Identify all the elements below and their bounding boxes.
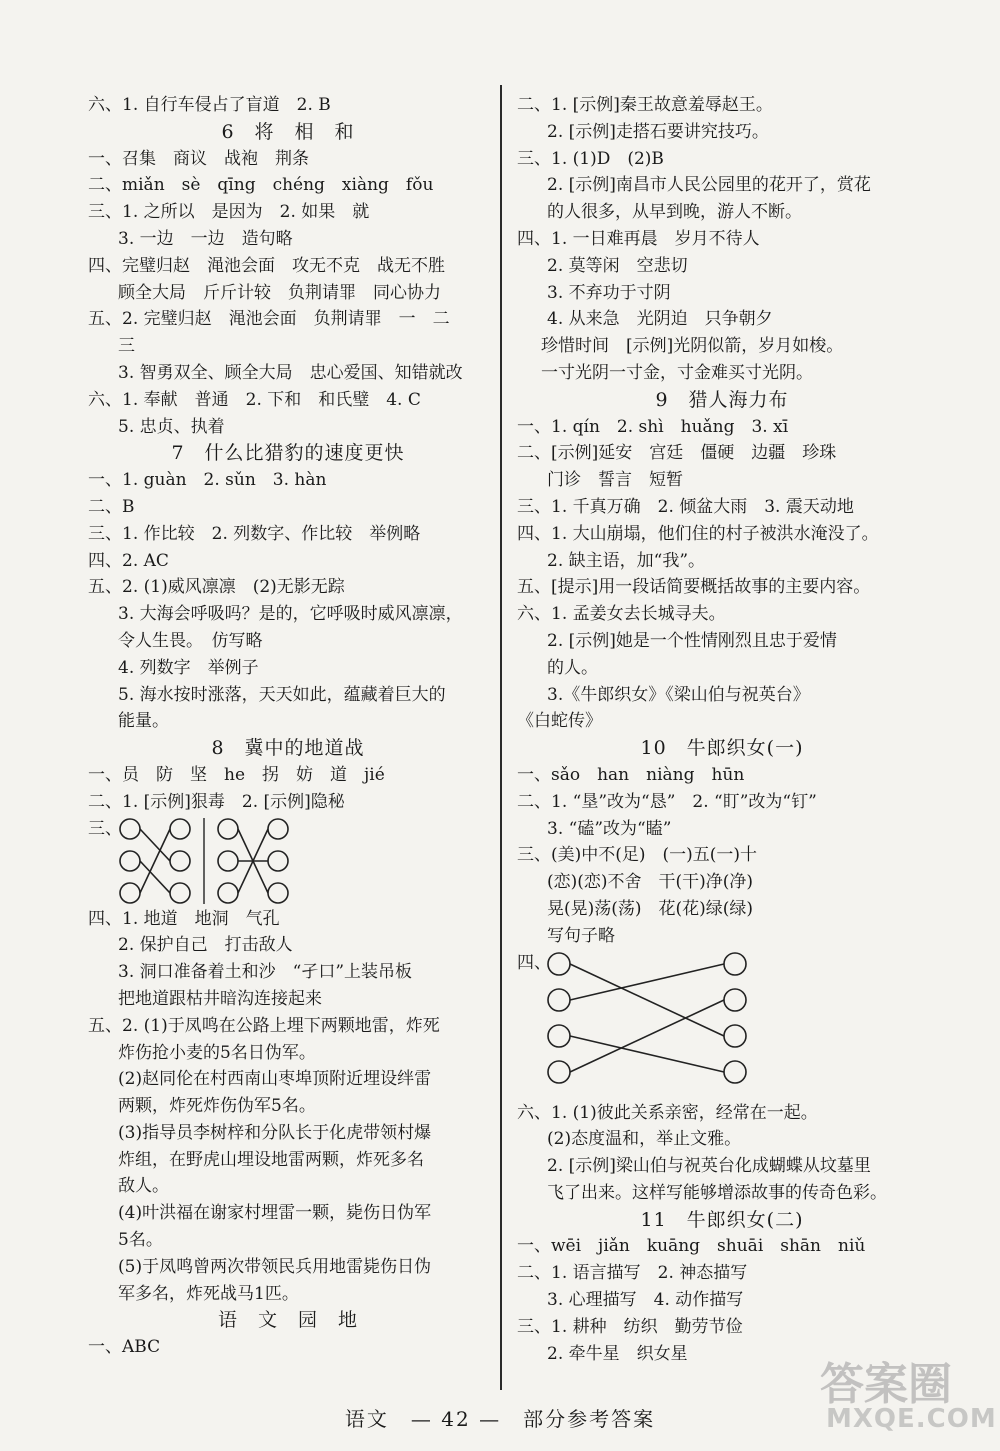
answer-line: 二、miǎn sè qīng chéng xiàng fǒu xyxy=(88,175,434,196)
answer-line: 两颗，炸死炸伤伪军5名。 xyxy=(118,1096,316,1117)
answer-line: 六、1. 奉献 普通 2. 下和 和氏璧 4. C xyxy=(88,389,421,410)
answer-line: 5名。 xyxy=(118,1230,163,1251)
match-circle xyxy=(170,819,190,839)
answer-line: 飞了出来。这样写能够增添故事的传奇色彩。 xyxy=(547,1182,887,1203)
answer-line: 三、1. 耕种 纺织 勤劳节俭 xyxy=(517,1316,743,1337)
answer-line: 一、wēi jiǎn kuāng shuāi shān niǔ xyxy=(517,1236,866,1257)
answer-line: 一、1. qín 2. shì huǎng 3. xī xyxy=(517,416,789,437)
match-circle xyxy=(170,851,190,871)
section-heading: 10 牛郎织女(一) xyxy=(640,737,804,760)
section-heading: 9 猎人海力布 xyxy=(655,388,789,411)
match-circle xyxy=(548,989,570,1011)
section-heading: 11 牛郎织女(二) xyxy=(640,1208,804,1231)
match-circle xyxy=(268,851,288,871)
match-circle xyxy=(548,1025,570,1047)
section-heading: 6 将 相 和 xyxy=(221,120,355,143)
answer-line: 三、(美)中不(足) (一)五(一)十 xyxy=(517,845,758,866)
answer-line: 2. [示例]走搭石要讲究技巧。 xyxy=(547,121,769,142)
match-circle xyxy=(268,883,288,903)
answer-line: 五、2. (1)威风凛凛 (2)无影无踪 xyxy=(88,577,345,598)
answer-line: 5. 海水按时涨落，天天如此，蕴藏着巨大的 xyxy=(118,684,446,705)
matching-lines-diagram xyxy=(545,950,755,1100)
matching-figure-left xyxy=(88,816,488,906)
answer-line: 3. 智勇双全、顾全大局 忠心爱国、知错就改 xyxy=(118,362,463,383)
answer-line: 门诊 誓言 短暂 xyxy=(547,470,683,491)
match-circle xyxy=(120,851,140,871)
answer-line: 2. 莫等闲 空悲切 xyxy=(547,255,688,276)
answer-line: 4. 列数字 举例子 xyxy=(118,657,259,678)
left-column xyxy=(88,92,488,1361)
answer-line: (4)叶洪福在谢家村埋雷一颗，毙伤日伪军 xyxy=(118,1203,432,1224)
match-circle xyxy=(120,819,140,839)
answer-line: (2)态度温和，举止文雅。 xyxy=(547,1129,742,1150)
answer-line: 3. 不弃功于寸阴 xyxy=(547,282,671,303)
match-circle xyxy=(548,1061,570,1083)
section-heading: 8 冀中的地道战 xyxy=(211,737,365,760)
answer-line: 晃(晃)荡(荡) 花(花)绿(绿) xyxy=(547,898,754,919)
answer-line: 二、[示例]延安 宫廷 僵硬 边疆 珍珠 xyxy=(517,443,837,464)
answer-line: 珍惜时间 [示例]光阴似箭，岁月如梭。 xyxy=(541,336,844,357)
answer-line: (3)指导员李树梓和分队长于化虎带领村爆 xyxy=(118,1122,432,1143)
answer-line: 炸组，在野虎山埋设地雷两颗，炸死多名 xyxy=(118,1149,424,1170)
figure-label: 四、 xyxy=(517,952,551,973)
answer-line: 一、召集 商议 战袍 荆条 xyxy=(88,148,309,169)
section-heading: 语 文 园 地 xyxy=(217,1309,358,1332)
right-column xyxy=(517,92,927,1367)
answer-line: 四、完璧归赵 渑池会面 攻无不克 战无不胜 xyxy=(88,255,445,276)
match-circle xyxy=(218,883,238,903)
answer-line: 四、1. 地道 地洞 气孔 xyxy=(88,908,280,929)
match-circle xyxy=(724,1025,746,1047)
answer-line: 3. 一边 一边 造句略 xyxy=(118,228,293,249)
answer-line: 一、员 防 坚 he 拐 妨 道 jié xyxy=(88,764,385,785)
answer-line: 五、[提示]用一段话简要概括故事的主要内容。 xyxy=(517,577,871,598)
match-circle xyxy=(170,883,190,903)
match-circle xyxy=(548,953,570,975)
answer-line: 三、1. (1)D (2)B xyxy=(517,148,664,169)
answer-line: 令人生畏。 仿写略 xyxy=(118,630,263,651)
matching-lines-diagram xyxy=(116,816,296,906)
answer-line: 五、2. 完璧归赵 渑池会面 负荆请罪 一 二 xyxy=(88,309,450,330)
page-footer: 语文 — 42 — 部分参考答案 xyxy=(344,1407,656,1431)
watermark-logo: 答案圈 MXQE.COM xyxy=(820,1359,997,1434)
answer-line: 3. 洞口准备着土和沙 “孑口”上装吊板 xyxy=(118,962,413,983)
answer-line: 3.《牛郎织女》《梁山伯与祝英台》 xyxy=(547,684,810,705)
answer-line: 写句子略 xyxy=(547,925,615,946)
answer-line: (2)赵同伦在村西南山枣埠顶附近埋设绊雷 xyxy=(118,1069,432,1090)
answer-line: 一、ABC xyxy=(88,1337,161,1358)
answer-line: 的人很多，从早到晚，游人不断。 xyxy=(547,202,802,223)
answer-line: 2. 保护自己 打击敌人 xyxy=(118,935,293,956)
answer-line: 5. 忠贞、执着 xyxy=(118,416,225,437)
answer-line: 3. 大海会呼吸吗？是的，它呼吸时威风凛凛， xyxy=(118,604,463,625)
answer-line: 四、1. 一日难再晨 岁月不待人 xyxy=(517,228,760,249)
answer-line: (5)于凤鸣曾两次带领民兵用地雷毙伤日伪 xyxy=(118,1256,432,1277)
answer-line: 2. [示例]她是一个性情刚烈且忠于爱情 xyxy=(547,630,837,651)
answer-line: 三、1. 作比较 2. 列数字、作比较 举例略 xyxy=(88,523,421,544)
answer-line: 顾全大局 斤斤计较 负荆请罪 同心协力 xyxy=(118,282,441,303)
answer-line: 五、2. (1)于凤鸣在公路上埋下两颗地雷，炸死 xyxy=(88,1015,440,1036)
answer-line: 六、1. 孟姜女去长城寻夫。 xyxy=(517,604,726,625)
answer-line: 军多名，炸死战马1匹。 xyxy=(118,1283,299,1304)
match-circle xyxy=(268,819,288,839)
match-circle xyxy=(724,989,746,1011)
answer-line: 《白蛇传》 xyxy=(517,711,602,732)
match-circle xyxy=(120,883,140,903)
answer-line: 2. 缺主语，加“我”。 xyxy=(547,550,706,571)
answer-line: 三 xyxy=(118,336,135,357)
matching-figure-right xyxy=(517,950,927,1100)
column-divider xyxy=(500,85,502,1390)
answer-line: 的人。 xyxy=(547,657,598,678)
match-circle xyxy=(218,851,238,871)
answer-line: 一、sǎo han niàng hūn xyxy=(517,764,745,785)
answer-line: 二、1. “垦”改为“恳” 2. “盯”改为“钉” xyxy=(517,791,817,812)
answer-line: 一、1. guàn 2. sǔn 3. hàn xyxy=(88,470,327,491)
match-circle xyxy=(724,953,746,975)
figure-label: 三、 xyxy=(88,818,122,839)
answer-line: 敌人。 xyxy=(118,1176,169,1197)
answer-line: 2. 牵牛星 织女星 xyxy=(547,1343,688,1364)
section-heading: 7 什么比猎豹的速度更快 xyxy=(171,442,405,465)
answer-line: 3. “磕”改为“瞌” xyxy=(547,818,672,839)
answer-line: 2. [示例]南昌市人民公园里的花开了，赏花 xyxy=(547,175,871,196)
answer-line: 3. 心理描写 4. 动作描写 xyxy=(547,1290,744,1311)
answer-line: 二、1. [示例]狠毒 2. [示例]隐秘 xyxy=(88,791,345,812)
answer-line: 2. [示例]梁山伯与祝英台化成蝴蝶从坟墓里 xyxy=(547,1156,871,1177)
answer-line: 二、B xyxy=(88,496,135,517)
answer-line: 一寸光阴一寸金，寸金难买寸光阴。 xyxy=(541,362,813,383)
answer-line: 炸伤抢小麦的5名日伪军。 xyxy=(118,1042,316,1063)
answer-line: 把地道跟枯井暗沟连接起来 xyxy=(118,988,322,1009)
answer-line: 二、1. 语言描写 2. 神态描写 xyxy=(517,1263,748,1284)
match-circle xyxy=(724,1061,746,1083)
answer-line: 能量。 xyxy=(118,711,169,732)
answer-line: 四、2. AC xyxy=(88,550,169,571)
answer-line: 四、1. 大山崩塌，他们住的村子被洪水淹没了。 xyxy=(517,523,879,544)
answer-line: 三、1. 千真万确 2. 倾盆大雨 3. 震天动地 xyxy=(517,496,854,517)
answer-line: (恋)(恋)不舍 干(干)净(净) xyxy=(547,872,754,893)
answer-line: 4. 从来急 光阴迫 只争朝夕 xyxy=(547,309,773,330)
answer-line: 三、1. 之所以 是因为 2. 如果 就 xyxy=(88,202,370,223)
match-circle xyxy=(218,819,238,839)
answer-line: 六、1. 自行车侵占了盲道 2. B xyxy=(88,95,331,115)
answer-line: 六、1. (1)彼此关系亲密，经常在一起。 xyxy=(517,1102,818,1123)
answer-line: 二、1. [示例]秦王故意羞辱赵王。 xyxy=(517,95,773,115)
